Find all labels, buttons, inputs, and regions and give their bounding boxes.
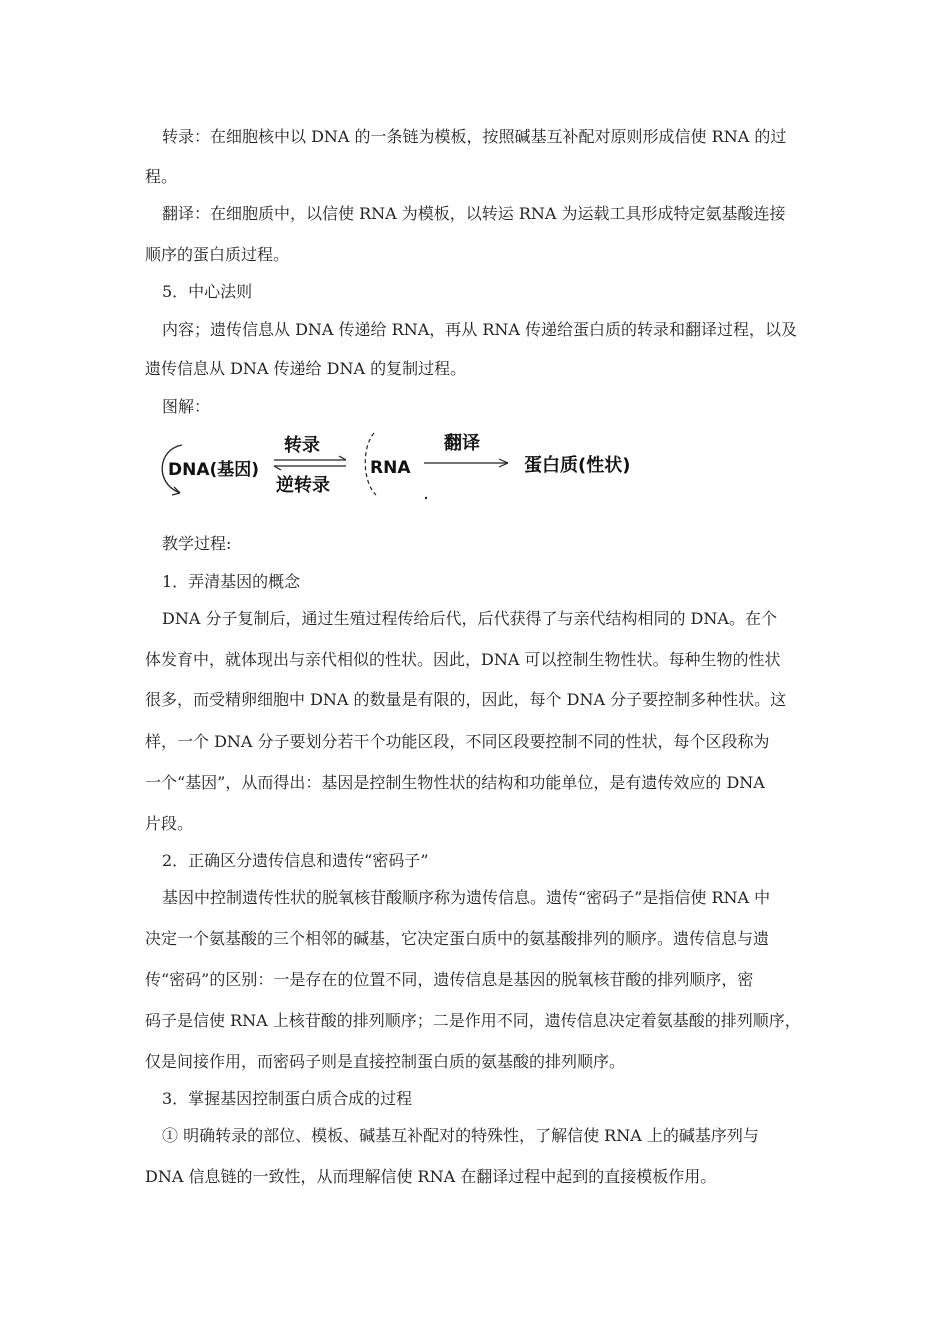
section-heading: 2．正确区分遗传信息和遗传“密码子” [162,851,429,870]
paragraph-line: ① 明确转录的部位、模板、碱基互补配对的特殊性，了解信使 RNA 上的碱基序列与 [162,1126,759,1145]
paragraph-line: 决定一个氨基酸的三个相邻的碱基，它决定蛋白质中的氨基酸排列的顺序。遗传信息与遗 [145,929,770,948]
paragraph-line: 内容；遗传信息从 DNA 传递给 RNA，再从 RNA 传递给蛋白质的转录和翻译过程，以及 [162,320,798,339]
paragraph-line: 仅是间接作用，而密码子则是直接控制蛋白质的氨基酸的排列顺序。 [145,1052,626,1071]
paragraph-line: 顺序的蛋白质过程。 [145,245,290,264]
section-heading: 5．中心法则 [162,282,253,301]
section-heading: 3．掌握基因控制蛋白质合成的过程 [162,1089,413,1108]
paragraph-line: 样，一个 DNA 分子要划分若干个功能区段，不同区段要控制不同的性状，每个区段称为 [145,732,770,751]
section-heading: 教学过程: [162,534,232,553]
translation-label: 翻译 [444,433,480,454]
transcription-label: 转录 [284,435,320,456]
dna-label: DNA(基因) [168,460,260,480]
paragraph-line: DNA 分子复制后，通过生殖过程传给后代，后代获得了与亲代结构相同的 DNA。在个 [162,609,777,628]
paragraph-line: 码子是信使 RNA 上核苷酸的排列顺序；二是作用不同，遗传信息决定着氨基酸的排列顺序， [145,1011,801,1030]
paragraph-line: 很多，而受精卵细胞中 DNA 的数量是有限的，因此，每个 DNA 分子要控制多种性状。这 [145,690,787,709]
section-heading: 1．弄清基因的概念 [162,572,301,591]
paragraph-line: 传“密码”的区别：一是存在的位置不同，遗传信息是基因的脱氧核苷酸的排列顺序，密 [145,970,754,989]
paragraph-line: 体发育中，就体现出与亲代相似的性状。因此，DNA 可以控制生物性状。每种生物的性状 [145,650,781,669]
paragraph-line: DNA 信息链的一致性，从而理解信使 RNA 在翻译过程中起到的直接模板作用。 [145,1167,717,1186]
paragraph-line: 程。 [145,167,178,186]
paragraph-line: 片段。 [145,814,194,833]
paragraph-line: 翻译：在细胞质中，以信使 RNA 为模板，以转运 RNA 为运载工具形成特定氨基酸连接 [162,204,786,223]
paragraph-line: 一个“基因”，从而得出：基因是控制生物性状的结构和功能单位，是有遗传效应的 DNA [145,773,765,792]
central-dogma-diagram [150,425,670,507]
paragraph-line: 遗传信息从 DNA 传递给 DNA 的复制过程。 [145,359,467,378]
reverse-transcription-label: 逆转录 [276,475,330,496]
paragraph-line: 转录：在细胞核中以 DNA 的一条链为模板，按照碱基互补配对原则形成信使 RNA 的过 [162,127,787,146]
paragraph-line: 基因中控制遗传性状的脱氧核苷酸顺序称为遗传信息。遗传“密码子”是指信使 RNA 中 [162,888,771,907]
paragraph-line: 图解： [162,397,211,416]
rna-label: RNA [370,458,411,478]
protein-label: 蛋白质(性状) [524,455,631,476]
